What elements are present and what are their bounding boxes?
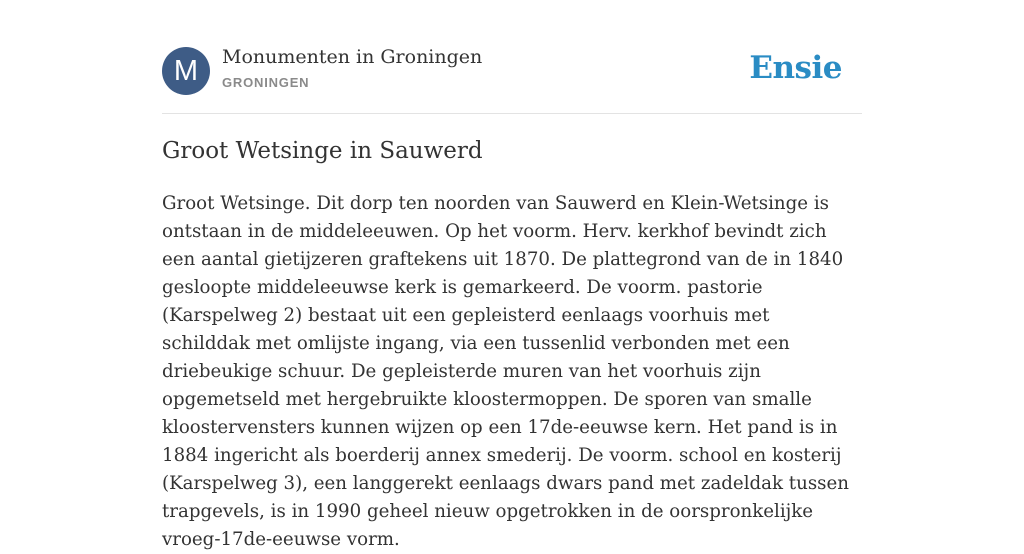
definition-card (162, 0, 862, 550)
article-title: Groot Wetsinge in Sauwerd (162, 138, 483, 164)
article-body: Groot Wetsinge. Dit dorp ten noorden van Sauwerd en Klein-Wetsinge is ontstaan in de middeleeuwen. Op het voorm. Herv. kerkhof bevindt zich een aantal gietijzeren graftekens uit 1870. De plattegrond van de in 1840 gesloopte middeleeuwse kerk is gemarkeerd. De voorm. pastorie (Karspelweg 2) bestaat uit een gepleisterd eenlaags voorhuis met schilddak met omlijste ingang, via een tussenlid verbonden met een driebeukige schuur. De gepleisterde muren van het voorhuis zijn opgemetseld met hergebruikte kloostermoppen. De sporen van smalle kloostervensters kunnen wijzen op een 17de-eeuwse kern. Het pand is in 1884 ingericht als boerderij annex smederij. De voorm. school en kosterij (Karspelweg 3), een langgerekt eenlaags dwars pand met zadeldak tussen trapgevels, is in 1990 geheel nieuw opgetrokken in de oorspronkelijke vroeg-17de-eeuwse vorm. (162, 193, 849, 550)
source-avatar[interactable]: M (162, 47, 210, 95)
source-subtitle: GRONINGEN (222, 75, 310, 90)
card-header (162, 0, 862, 114)
source-title[interactable]: Monumenten in Groningen (222, 46, 483, 68)
brand-logo[interactable]: Ensie (749, 50, 842, 86)
